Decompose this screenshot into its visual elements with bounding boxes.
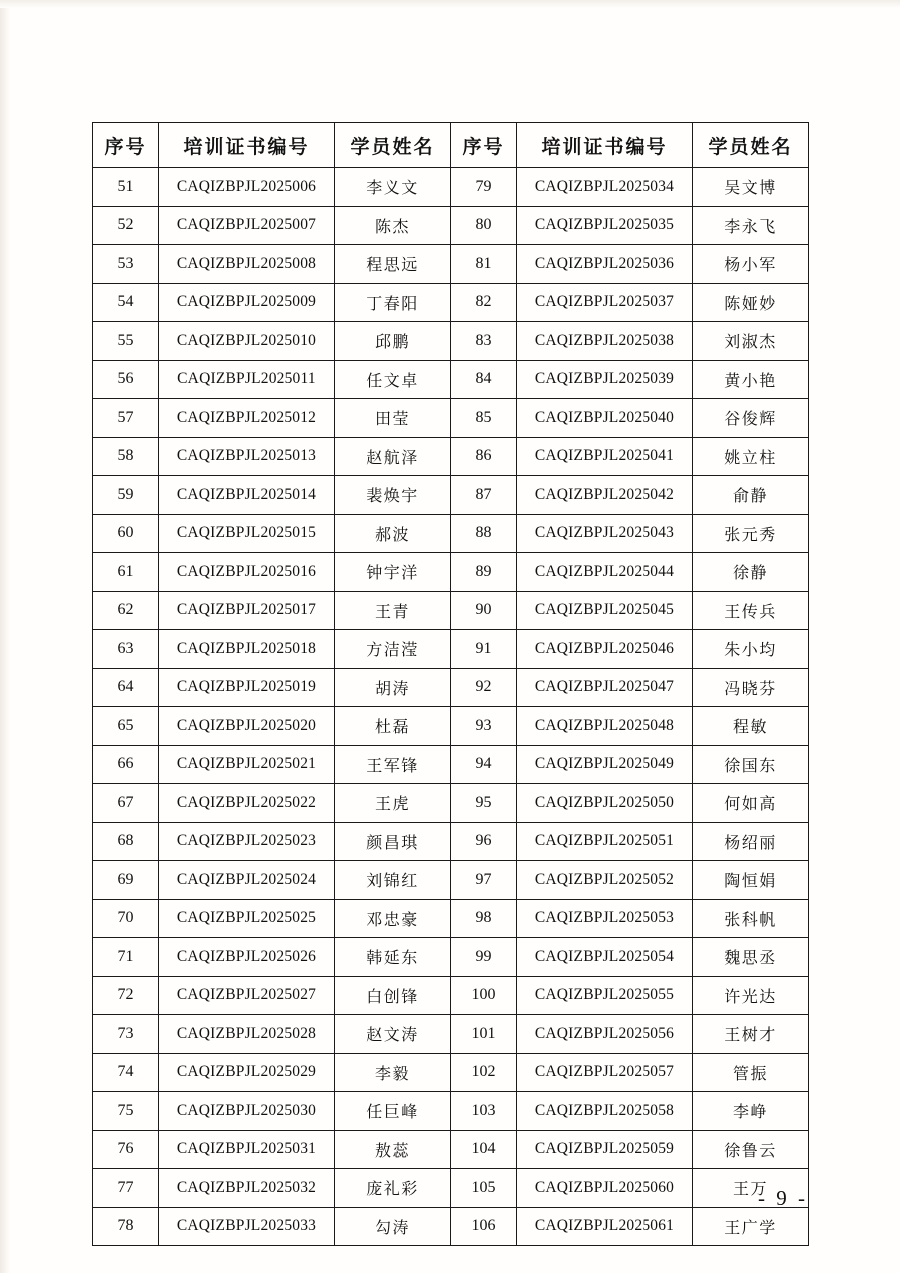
cell-seq-right: 100 <box>451 976 517 1015</box>
cell-seq-left: 74 <box>93 1053 159 1092</box>
cell-name-left: 方洁滢 <box>335 630 451 669</box>
cell-seq-left: 51 <box>93 168 159 207</box>
cell-certificate-right: CAQIZBPJL2025054 <box>517 938 693 977</box>
cell-certificate-left: CAQIZBPJL2025030 <box>159 1092 335 1131</box>
table-row <box>93 1092 809 1131</box>
table-row <box>93 822 809 861</box>
cell-certificate-left: CAQIZBPJL2025009 <box>159 283 335 322</box>
table-row <box>93 784 809 823</box>
cell-seq-left: 60 <box>93 514 159 553</box>
cell-certificate-left: CAQIZBPJL2025027 <box>159 976 335 1015</box>
table-row <box>93 861 809 900</box>
cell-seq-right: 103 <box>451 1092 517 1131</box>
cell-certificate-right: CAQIZBPJL2025045 <box>517 591 693 630</box>
trainee-roster-table <box>92 122 809 1246</box>
cell-seq-left: 70 <box>93 899 159 938</box>
cell-name-left: 王青 <box>335 591 451 630</box>
cell-certificate-right: CAQIZBPJL2025038 <box>517 322 693 361</box>
column-header-seq-left: 序号 <box>93 123 159 168</box>
cell-name-right: 魏思丞 <box>693 938 809 977</box>
cell-seq-right: 84 <box>451 360 517 399</box>
cell-name-right: 朱小均 <box>693 630 809 669</box>
cell-name-left: 王军锋 <box>335 745 451 784</box>
cell-certificate-left: CAQIZBPJL2025026 <box>159 938 335 977</box>
table-header-row <box>93 123 809 168</box>
cell-name-right: 杨绍丽 <box>693 822 809 861</box>
cell-seq-left: 64 <box>93 668 159 707</box>
cell-certificate-right: CAQIZBPJL2025042 <box>517 476 693 515</box>
cell-name-right: 杨小军 <box>693 245 809 284</box>
cell-seq-right: 106 <box>451 1207 517 1246</box>
cell-name-left: 陈杰 <box>335 206 451 245</box>
cell-certificate-left: CAQIZBPJL2025006 <box>159 168 335 207</box>
cell-certificate-right: CAQIZBPJL2025052 <box>517 861 693 900</box>
cell-seq-left: 71 <box>93 938 159 977</box>
cell-certificate-right: CAQIZBPJL2025049 <box>517 745 693 784</box>
cell-certificate-left: CAQIZBPJL2025025 <box>159 899 335 938</box>
cell-seq-right: 102 <box>451 1053 517 1092</box>
table-row <box>93 668 809 707</box>
cell-certificate-left: CAQIZBPJL2025018 <box>159 630 335 669</box>
cell-seq-left: 66 <box>93 745 159 784</box>
table-row <box>93 1015 809 1054</box>
cell-name-right: 程敏 <box>693 707 809 746</box>
cell-seq-right: 94 <box>451 745 517 784</box>
cell-certificate-right: CAQIZBPJL2025056 <box>517 1015 693 1054</box>
cell-name-right: 徐鲁云 <box>693 1130 809 1169</box>
table-row <box>93 553 809 592</box>
cell-seq-left: 73 <box>93 1015 159 1054</box>
cell-seq-left: 63 <box>93 630 159 669</box>
cell-name-right: 王传兵 <box>693 591 809 630</box>
cell-certificate-right: CAQIZBPJL2025041 <box>517 437 693 476</box>
cell-certificate-right: CAQIZBPJL2025059 <box>517 1130 693 1169</box>
cell-name-left: 刘锦红 <box>335 861 451 900</box>
column-header-certificate-right: 培训证书编号 <box>517 123 693 168</box>
column-header-name-left: 学员姓名 <box>335 123 451 168</box>
cell-name-right: 陈娅妙 <box>693 283 809 322</box>
cell-seq-right: 91 <box>451 630 517 669</box>
cell-seq-right: 80 <box>451 206 517 245</box>
table-row <box>93 360 809 399</box>
cell-certificate-left: CAQIZBPJL2025032 <box>159 1169 335 1208</box>
column-header-seq-right: 序号 <box>451 123 517 168</box>
cell-seq-left: 61 <box>93 553 159 592</box>
cell-certificate-right: CAQIZBPJL2025047 <box>517 668 693 707</box>
cell-seq-right: 79 <box>451 168 517 207</box>
cell-certificate-right: CAQIZBPJL2025043 <box>517 514 693 553</box>
cell-name-left: 裴焕宇 <box>335 476 451 515</box>
table-row <box>93 976 809 1015</box>
cell-name-left: 李毅 <box>335 1053 451 1092</box>
cell-seq-left: 65 <box>93 707 159 746</box>
table-row <box>93 630 809 669</box>
cell-certificate-left: CAQIZBPJL2025022 <box>159 784 335 823</box>
cell-seq-right: 92 <box>451 668 517 707</box>
table-row <box>93 283 809 322</box>
cell-certificate-left: CAQIZBPJL2025021 <box>159 745 335 784</box>
cell-seq-left: 72 <box>93 976 159 1015</box>
cell-certificate-right: CAQIZBPJL2025050 <box>517 784 693 823</box>
cell-certificate-left: CAQIZBPJL2025024 <box>159 861 335 900</box>
paper-edge-shadow <box>0 0 10 1273</box>
cell-seq-left: 75 <box>93 1092 159 1131</box>
cell-certificate-left: CAQIZBPJL2025016 <box>159 553 335 592</box>
cell-seq-left: 58 <box>93 437 159 476</box>
cell-seq-left: 55 <box>93 322 159 361</box>
cell-seq-left: 78 <box>93 1207 159 1246</box>
cell-name-left: 敖蕊 <box>335 1130 451 1169</box>
table-row <box>93 1207 809 1246</box>
cell-name-right: 吴文博 <box>693 168 809 207</box>
cell-seq-left: 57 <box>93 399 159 438</box>
cell-name-left: 钟宇洋 <box>335 553 451 592</box>
cell-name-left: 邓忠豪 <box>335 899 451 938</box>
cell-name-left: 田莹 <box>335 399 451 438</box>
cell-name-left: 颜昌琪 <box>335 822 451 861</box>
cell-name-right: 俞静 <box>693 476 809 515</box>
cell-name-left: 郝波 <box>335 514 451 553</box>
cell-name-left: 邱鹏 <box>335 322 451 361</box>
cell-certificate-right: CAQIZBPJL2025044 <box>517 553 693 592</box>
table-header <box>93 123 809 168</box>
cell-seq-right: 98 <box>451 899 517 938</box>
cell-name-left: 韩延东 <box>335 938 451 977</box>
cell-seq-right: 95 <box>451 784 517 823</box>
cell-name-left: 丁春阳 <box>335 283 451 322</box>
cell-certificate-left: CAQIZBPJL2025011 <box>159 360 335 399</box>
cell-seq-left: 67 <box>93 784 159 823</box>
cell-name-right: 管振 <box>693 1053 809 1092</box>
cell-seq-right: 90 <box>451 591 517 630</box>
cell-seq-right: 89 <box>451 553 517 592</box>
cell-certificate-left: CAQIZBPJL2025012 <box>159 399 335 438</box>
cell-certificate-right: CAQIZBPJL2025048 <box>517 707 693 746</box>
cell-name-right: 黄小艳 <box>693 360 809 399</box>
cell-name-left: 赵航泽 <box>335 437 451 476</box>
cell-certificate-right: CAQIZBPJL2025058 <box>517 1092 693 1131</box>
table-row <box>93 206 809 245</box>
cell-certificate-right: CAQIZBPJL2025057 <box>517 1053 693 1092</box>
cell-certificate-left: CAQIZBPJL2025031 <box>159 1130 335 1169</box>
cell-name-right: 王广学 <box>693 1207 809 1246</box>
cell-seq-right: 82 <box>451 283 517 322</box>
table-row <box>93 168 809 207</box>
cell-certificate-left: CAQIZBPJL2025008 <box>159 245 335 284</box>
cell-certificate-right: CAQIZBPJL2025036 <box>517 245 693 284</box>
table-row <box>93 745 809 784</box>
cell-seq-right: 85 <box>451 399 517 438</box>
cell-seq-left: 68 <box>93 822 159 861</box>
cell-seq-right: 97 <box>451 861 517 900</box>
cell-certificate-left: CAQIZBPJL2025015 <box>159 514 335 553</box>
column-header-certificate-left: 培训证书编号 <box>159 123 335 168</box>
table-row <box>93 1053 809 1092</box>
cell-name-right: 徐静 <box>693 553 809 592</box>
table-row <box>93 899 809 938</box>
cell-name-left: 程思远 <box>335 245 451 284</box>
cell-name-right: 何如高 <box>693 784 809 823</box>
cell-name-left: 勾涛 <box>335 1207 451 1246</box>
cell-name-right: 王树才 <box>693 1015 809 1054</box>
table-row <box>93 1130 809 1169</box>
cell-seq-left: 53 <box>93 245 159 284</box>
cell-name-left: 赵文涛 <box>335 1015 451 1054</box>
cell-certificate-left: CAQIZBPJL2025019 <box>159 668 335 707</box>
table-row <box>93 245 809 284</box>
cell-seq-left: 69 <box>93 861 159 900</box>
cell-certificate-left: CAQIZBPJL2025033 <box>159 1207 335 1246</box>
table-row <box>93 591 809 630</box>
cell-certificate-left: CAQIZBPJL2025013 <box>159 437 335 476</box>
cell-certificate-left: CAQIZBPJL2025020 <box>159 707 335 746</box>
cell-seq-left: 77 <box>93 1169 159 1208</box>
roster-table-container <box>92 122 808 1246</box>
cell-name-left: 庞礼彩 <box>335 1169 451 1208</box>
cell-certificate-right: CAQIZBPJL2025060 <box>517 1169 693 1208</box>
cell-certificate-left: CAQIZBPJL2025010 <box>159 322 335 361</box>
cell-name-left: 王虎 <box>335 784 451 823</box>
cell-name-left: 任文卓 <box>335 360 451 399</box>
cell-name-right: 李永飞 <box>693 206 809 245</box>
cell-name-right: 张元秀 <box>693 514 809 553</box>
cell-certificate-right: CAQIZBPJL2025035 <box>517 206 693 245</box>
cell-certificate-left: CAQIZBPJL2025014 <box>159 476 335 515</box>
cell-seq-right: 99 <box>451 938 517 977</box>
cell-certificate-left: CAQIZBPJL2025017 <box>159 591 335 630</box>
column-header-name-right: 学员姓名 <box>693 123 809 168</box>
table-row <box>93 437 809 476</box>
cell-name-left: 李义文 <box>335 168 451 207</box>
cell-name-right: 姚立柱 <box>693 437 809 476</box>
cell-seq-right: 104 <box>451 1130 517 1169</box>
cell-name-right: 李峥 <box>693 1092 809 1131</box>
table-row <box>93 514 809 553</box>
table-row <box>93 707 809 746</box>
table-row <box>93 476 809 515</box>
cell-seq-left: 52 <box>93 206 159 245</box>
cell-certificate-right: CAQIZBPJL2025051 <box>517 822 693 861</box>
cell-seq-left: 59 <box>93 476 159 515</box>
cell-name-left: 胡涛 <box>335 668 451 707</box>
cell-name-left: 任巨峰 <box>335 1092 451 1131</box>
table-row <box>93 1169 809 1208</box>
cell-name-right: 冯晓芬 <box>693 668 809 707</box>
cell-name-right: 陶恒娟 <box>693 861 809 900</box>
cell-seq-right: 105 <box>451 1169 517 1208</box>
cell-certificate-right: CAQIZBPJL2025046 <box>517 630 693 669</box>
cell-name-right: 刘淑杰 <box>693 322 809 361</box>
cell-seq-right: 86 <box>451 437 517 476</box>
cell-seq-right: 93 <box>451 707 517 746</box>
cell-name-right: 许光达 <box>693 976 809 1015</box>
paper-edge-shadow-top <box>0 0 900 8</box>
cell-seq-right: 87 <box>451 476 517 515</box>
table-body <box>93 168 809 1246</box>
cell-certificate-left: CAQIZBPJL2025028 <box>159 1015 335 1054</box>
cell-name-right: 张科帆 <box>693 899 809 938</box>
cell-certificate-left: CAQIZBPJL2025029 <box>159 1053 335 1092</box>
cell-seq-right: 81 <box>451 245 517 284</box>
cell-name-left: 白创锋 <box>335 976 451 1015</box>
table-row <box>93 399 809 438</box>
cell-seq-right: 83 <box>451 322 517 361</box>
cell-certificate-right: CAQIZBPJL2025040 <box>517 399 693 438</box>
cell-seq-left: 54 <box>93 283 159 322</box>
cell-certificate-right: CAQIZBPJL2025034 <box>517 168 693 207</box>
cell-name-right: 徐国东 <box>693 745 809 784</box>
cell-seq-right: 96 <box>451 822 517 861</box>
page-number: - 9 - <box>758 1186 808 1210</box>
cell-name-left: 杜磊 <box>335 707 451 746</box>
cell-certificate-right: CAQIZBPJL2025061 <box>517 1207 693 1246</box>
cell-certificate-right: CAQIZBPJL2025055 <box>517 976 693 1015</box>
cell-seq-left: 56 <box>93 360 159 399</box>
cell-certificate-right: CAQIZBPJL2025053 <box>517 899 693 938</box>
cell-name-right: 谷俊辉 <box>693 399 809 438</box>
cell-certificate-left: CAQIZBPJL2025023 <box>159 822 335 861</box>
cell-certificate-left: CAQIZBPJL2025007 <box>159 206 335 245</box>
cell-certificate-right: CAQIZBPJL2025039 <box>517 360 693 399</box>
table-row <box>93 938 809 977</box>
cell-seq-left: 62 <box>93 591 159 630</box>
cell-certificate-right: CAQIZBPJL2025037 <box>517 283 693 322</box>
cell-name-right: 王万 <box>693 1169 809 1208</box>
cell-seq-right: 88 <box>451 514 517 553</box>
cell-seq-left: 76 <box>93 1130 159 1169</box>
table-row <box>93 322 809 361</box>
cell-seq-right: 101 <box>451 1015 517 1054</box>
